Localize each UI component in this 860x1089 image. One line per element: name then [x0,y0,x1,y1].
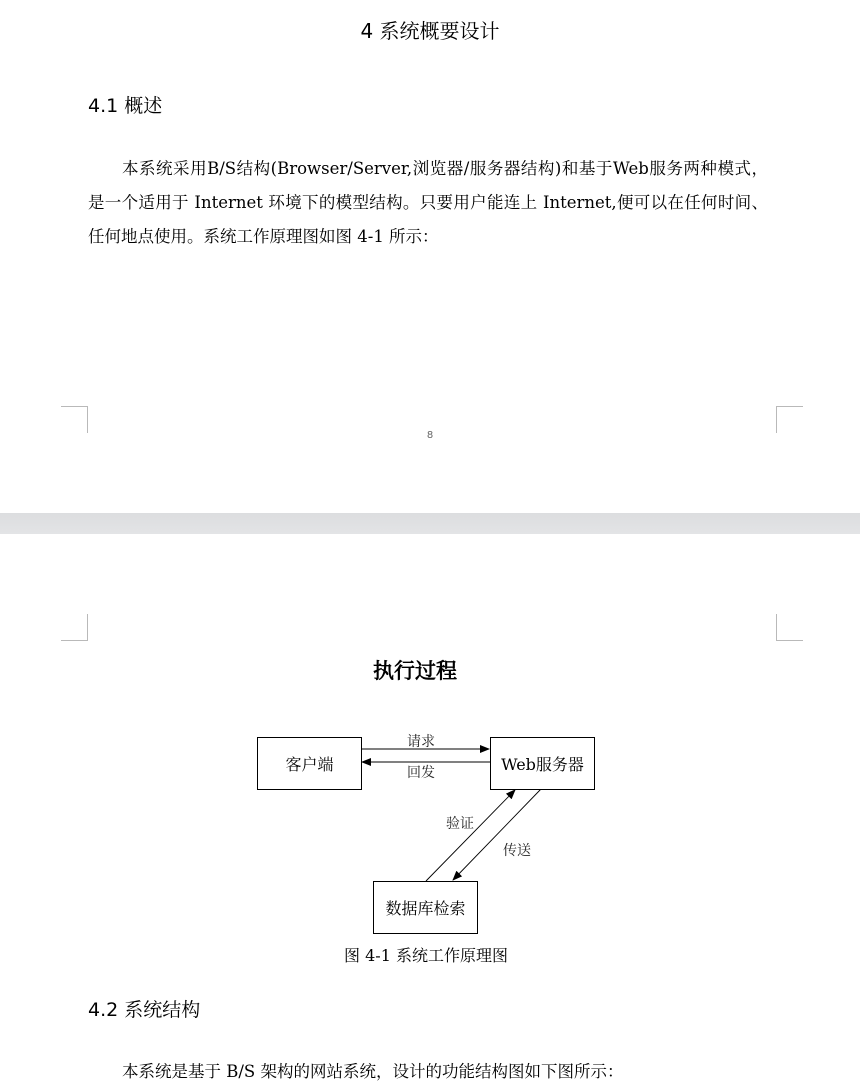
node-database-label: 数据库检索 [385,899,466,918]
section-heading-4-1: 4.1 概述 [88,95,163,117]
margin-mark-bottom-left [61,406,88,433]
page-number: 8 [426,430,434,441]
edge-label-request: 请求 [407,734,435,750]
node-web-server-label: Web服务器 [501,755,584,774]
overview-paragraph: 本系统采用B/S结构(Browser/Server,浏览器/服务器结构)和基于Web服务两种模式，是一个适用于 Internet 环境下的模型结构。只要用户能连上 Internet,便可以在任何时间、任何地点使用。系统工作原理图如图 4-1 所示： [88,159,768,246]
margin-mark-bottom-right [776,406,803,433]
node-web-server [490,737,595,790]
document-page-1 [0,0,860,513]
edge-label-verify: 验证 [446,816,474,832]
node-client-label: 客户端 [285,755,334,774]
structure-paragraph: 本系统是基于 B/S 架构的网站系统，设计的功能结构图如下图所示： [122,1062,624,1081]
diagram-title: 执行过程 [373,658,457,683]
transfer-arrow [453,789,541,880]
figure-caption: 图 4-1 系统工作原理图 [344,946,508,965]
section-heading-4-2: 4.2 系统结构 [88,999,201,1021]
node-client [257,737,362,790]
chapter-title: 4 系统概要设计 [360,19,500,43]
edge-label-transfer: 传送 [503,843,531,859]
node-database [373,881,478,934]
page-separator [0,513,860,534]
edge-label-response: 回发 [407,765,435,781]
document-page-2 [0,534,860,1083]
verify-arrow [426,790,515,881]
